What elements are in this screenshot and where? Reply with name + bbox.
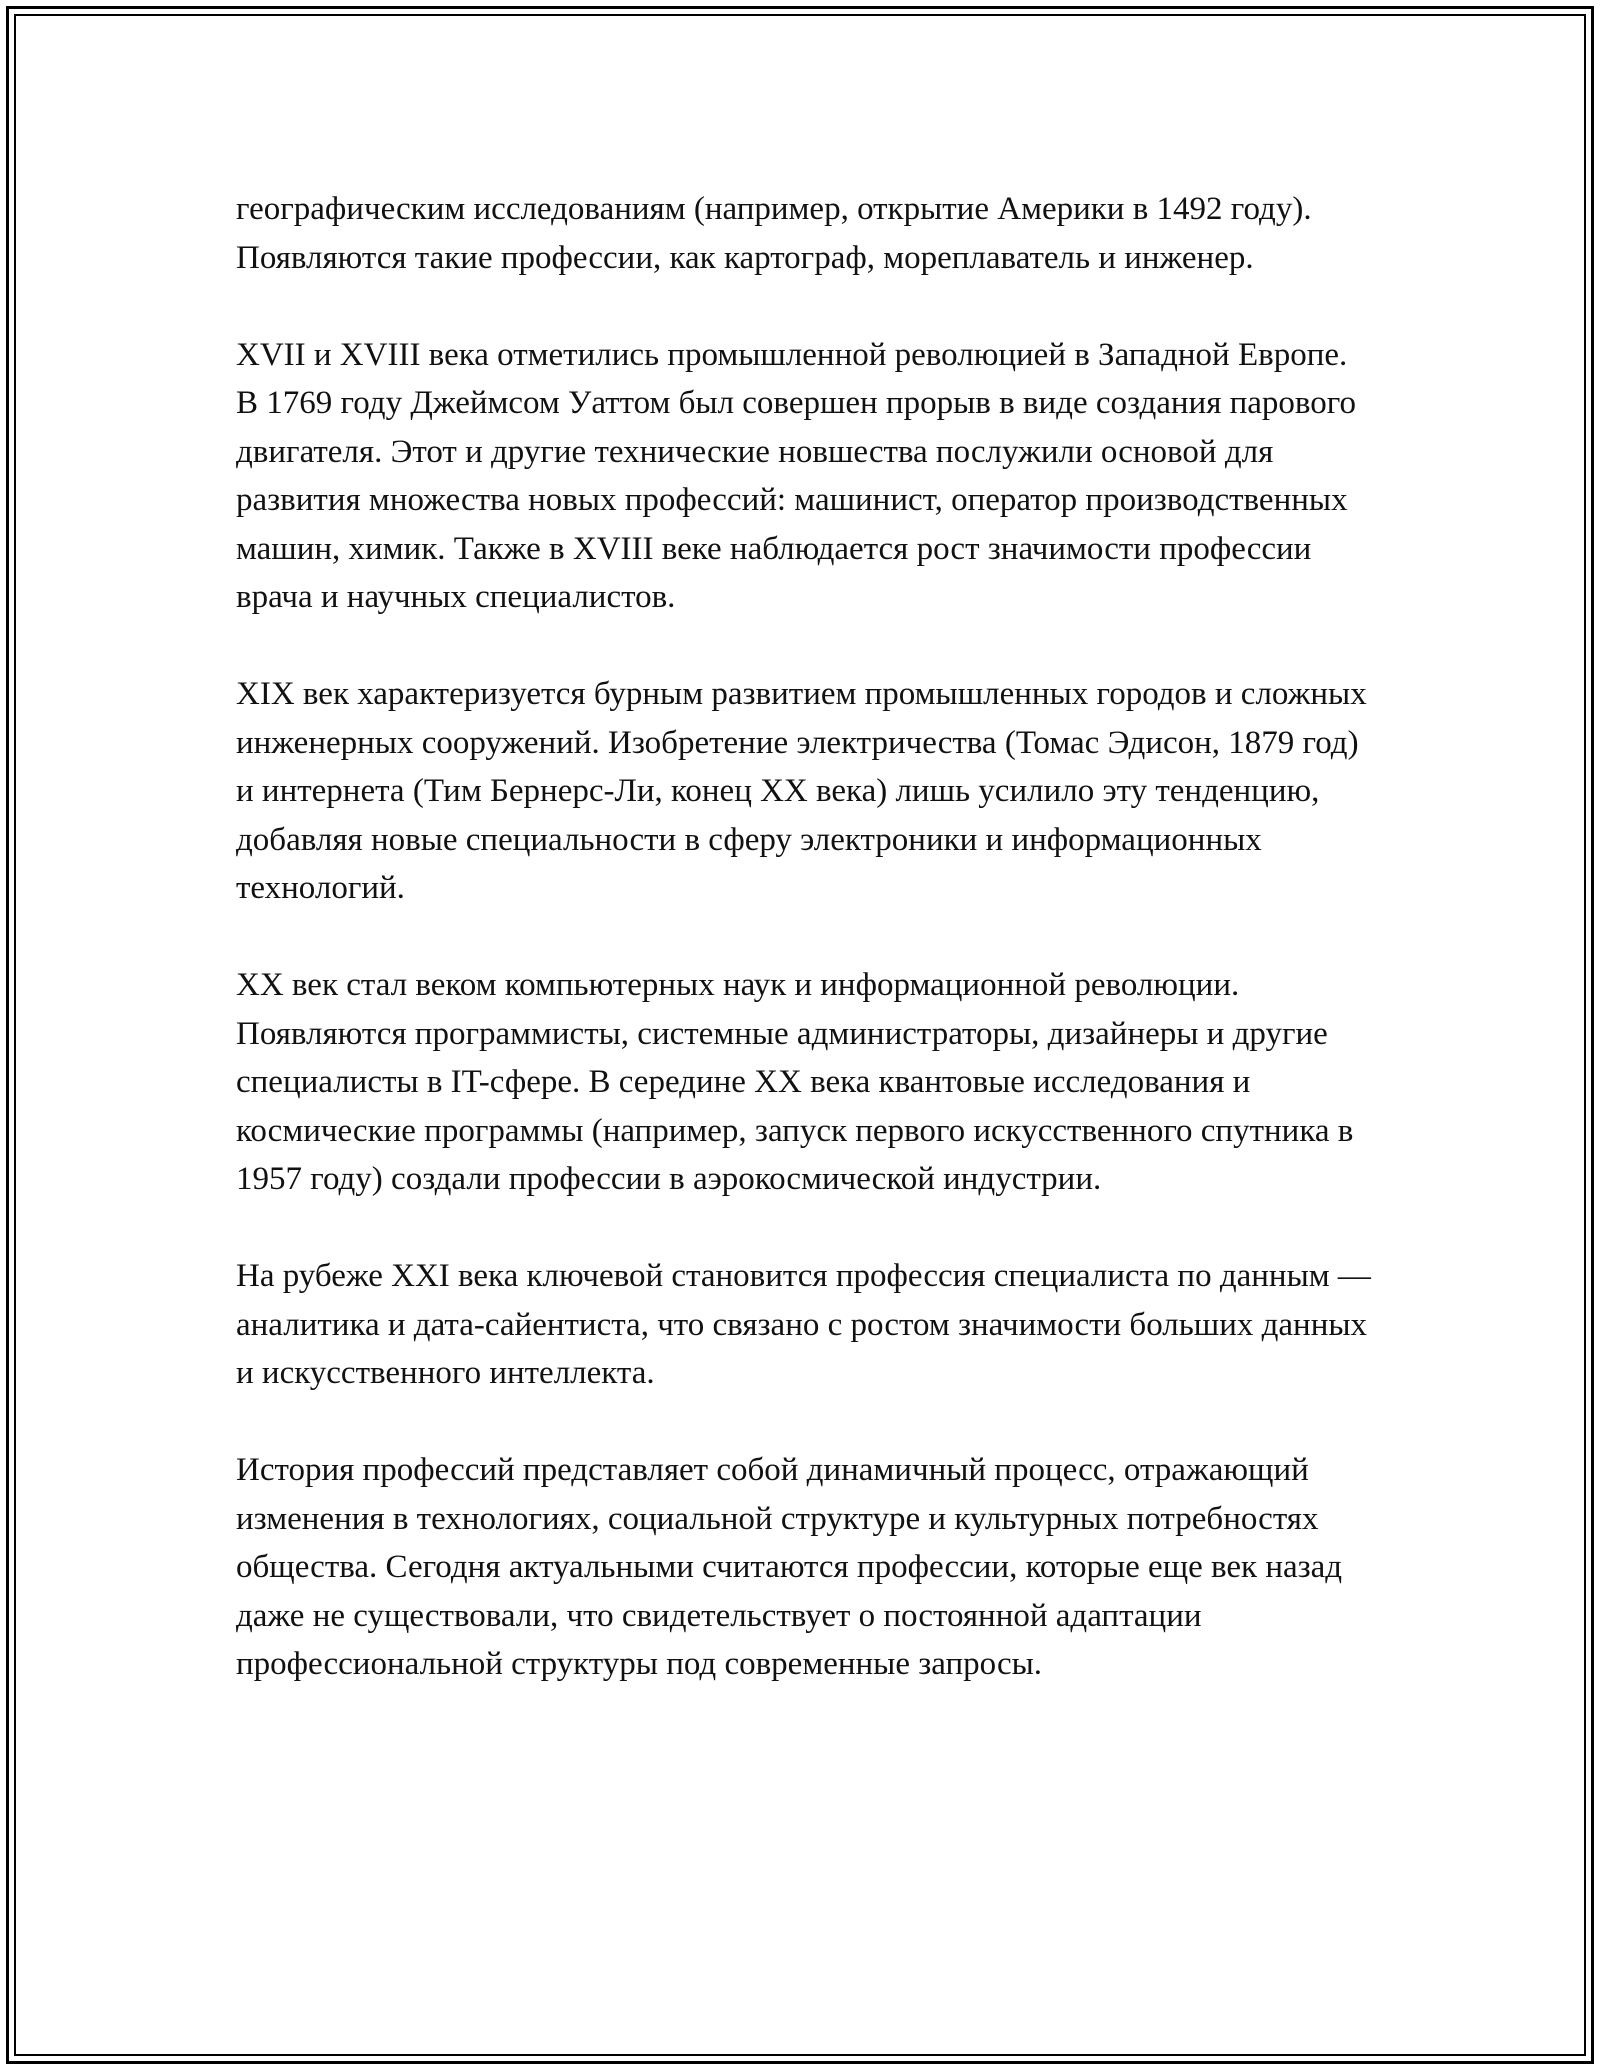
- paragraph-conclusion: История профессий представляет собой динамичный процесс, отражающий изменения в технологиях, социальной структуре и культурных потребностях общества. Сегодня актуальными считаются профессии, которые еще век назад даже не существовали, что свидетельствует о постоянной адаптации профессиональной структуры под современные запросы.: [236, 1452, 1343, 1682]
- document-body: [236, 185, 1376, 1689]
- paragraph-xx-century: XX век стал веком компьютерных наук и информационной революции. Появляются программисты, системные администраторы, дизайнеры и другие специалисты в IT-сфере. В середине XX века квантовые исследования и космические программы (например, запуск первого искусственного спутника в 1957 году) создали профессии в аэрокосмической индустрии.: [236, 967, 1354, 1197]
- paragraph-xxi-century: На рубеже XXI века ключевой становится профессия специалиста по данным — аналитика и дата-сайентиста, что связано с ростом значимости больших данных и искусственного интеллекта.: [236, 1258, 1371, 1391]
- paragraph-geography: географическим исследованиям (например, открытие Америки в 1492 году). Появляются такие профессии, как картограф, мореплаватель и инженер.: [236, 191, 1312, 276]
- paragraph-xix-century: XIX век характеризуется бурным развитием промышленных городов и сложных инженерных сооружений. Изобретение электричества (Томас Эдисон, 1879 год) и интернета (Тим Бернерс-Ли, конец XX века) лишь усилило эту тенденцию, добавляя новые специальности в сферу электроники и информационных технологий.: [236, 676, 1367, 906]
- paragraph-industrial-revolution: XVII и XVIII века отметились промышленной революцией в Западной Европе. В 1769 году Джеймсом Уаттом был совершен прорыв в виде создания парового двигателя. Этот и другие технические новшества послужили основой для развития множества новых профессий: машинист, оператор производственных машин, химик. Также в XVIII веке наблюдается рост значимости профессии врача и научных специалистов.: [236, 336, 1357, 615]
